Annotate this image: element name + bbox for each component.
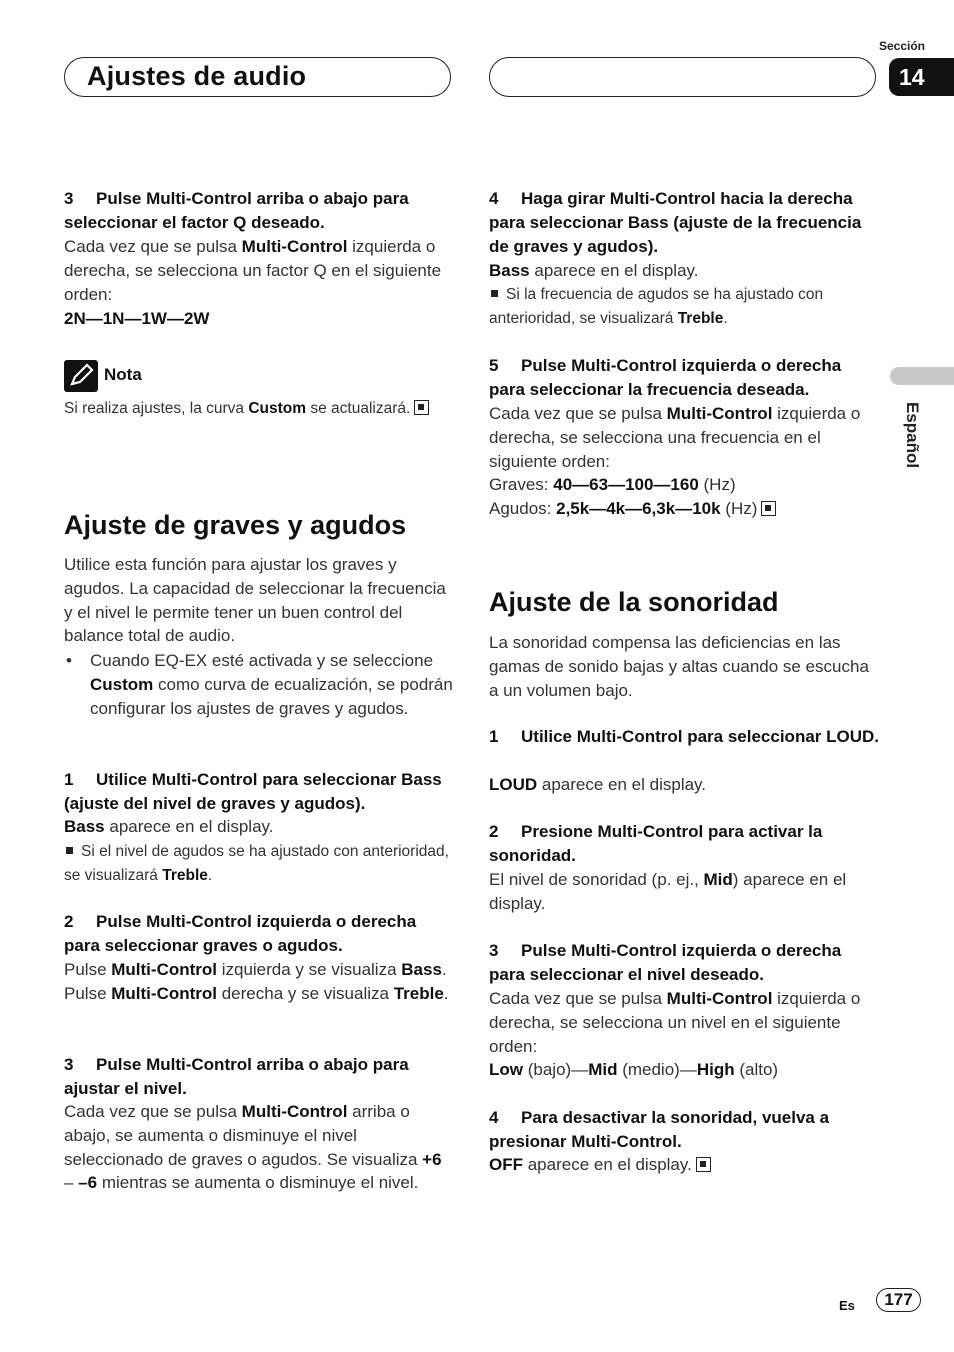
bullet-eq-ex: • Cuando EQ-EX esté activada y se seleccione Custom como curva de ecualización, se podrán configurar los ajustes de graves y agudos. [66,651,453,718]
agudos-order: Agudos: 2,5k—4k—6,3k—10k (Hz) [489,497,879,521]
step-4-frequency: 4 Haga girar Multi-Control hacia la derecha para seleccionar Bass (ajuste de la frecuencia de graves y agudos). [489,189,862,256]
step-2-select: 2 Pulse Multi-Control izquierda o derecha para seleccionar graves o agudos. [64,912,417,955]
step-4-note: Si la frecuencia de agudos se ha ajustado con anterioridad, se visualizará Treble. [489,286,824,327]
step-5-body: Cada vez que se pulsa Multi-Control izquierda o derecha, se selecciona una frecuencia en el siguiente orden: [489,404,861,471]
end-mark-icon [761,501,776,516]
step-3-body: Cada vez que se pulsa Multi-Control izquierda o derecha, se selecciona un factor Q en el siguiente orden: [64,237,442,304]
section-number: 14 [889,58,954,96]
pencil-icon [64,360,98,392]
step-1-loud-body: LOUD aparece en el display. [489,775,707,794]
heading-sonoridad: Ajuste de la sonoridad [489,587,779,617]
q-order: 2N—1N—1W—2W [64,309,210,328]
intro-sonoridad: La sonoridad compensa las deficiencias en las gamas de sonido bajas y altas cuando se escucha a un volumen bajo. [489,633,869,700]
step-5-frequency: 5 Pulse Multi-Control izquierda o derecha para seleccionar la frecuencia deseada. [489,356,842,399]
header-title-pill [64,57,451,97]
step-2-loud: 2 Presione Multi-Control para activar la sonoridad. [489,822,823,865]
step-1-body: Bass aparece en el display. [64,817,274,836]
footer-language-code: Es [839,1298,855,1313]
square-bullet-icon [66,847,73,854]
step-3-level: 3 Pulse Multi-Control arriba o abajo para ajustar el nivel. [64,1055,409,1098]
end-mark-icon [696,1157,711,1172]
step-1-note: Si el nivel de agudos se ha ajustado con anterioridad, se visualizará Treble. [64,843,449,884]
language-label: Español [903,401,922,469]
page-number: 177 [876,1288,921,1312]
intro-graves-agudos: Utilice esta función para ajustar los graves y agudos. La capacidad de seleccionar la frecuencia y el nivel le permite tener un buen control del balance total de audio. [64,555,446,646]
step-3-loud-body: Cada vez que se pulsa Multi-Control izquierda o derecha, se selecciona un nivel en el siguiente orden: [489,989,861,1056]
step-3-loud: 3 Pulse Multi-Control izquierda o derecha para seleccionar el nivel deseado. [489,941,842,984]
step-1-loud: 1 Utilice Multi-Control para seleccionar LOUD. [489,727,880,746]
page-title: Ajustes de audio [87,61,307,91]
graves-order: Graves: 40—63—100—160 (Hz) [489,475,736,494]
step-3-level-body: Cada vez que se pulsa Multi-Control arriba o abajo, se aumenta o disminuye el nivel seleccionado de graves o agudos. Se visualiza +6 – –6 mientras se aumenta o disminuye el nivel. [64,1102,442,1193]
step-2-body: Pulse Multi-Control izquierda y se visualiza Bass. Pulse Multi-Control derecha y se visualiza Treble. [64,960,449,1003]
end-mark-icon [414,400,429,415]
step-4-body: Bass aparece en el display. [489,261,699,280]
header-empty-pill [489,57,876,97]
heading-graves-agudos: Ajuste de graves y agudos [64,510,407,540]
step-4-loud-body: OFF aparece en el display. [489,1153,879,1177]
step-1-bass: 1 Utilice Multi-Control para seleccionar Bass (ajuste del nivel de graves y agudos). [64,770,442,813]
language-tab [890,367,954,385]
step-4-loud: 4 Para desactivar la sonoridad, vuelva a presionar Multi-Control. [489,1108,830,1151]
square-bullet-icon [491,290,498,297]
loudness-order: Low (bajo)—Mid (medio)—High (alto) [489,1060,779,1079]
note-text: Si realiza ajustes, la curva Custom se actualizará. [64,397,454,421]
section-label: Sección [878,39,926,53]
note-label: Nota [104,365,142,384]
step-2-loud-body: El nivel de sonoridad (p. ej., Mid) aparece en el display. [489,870,847,913]
step-3-q-factor: 3 Pulse Multi-Control arriba o abajo para seleccionar el factor Q deseado. [64,189,409,232]
